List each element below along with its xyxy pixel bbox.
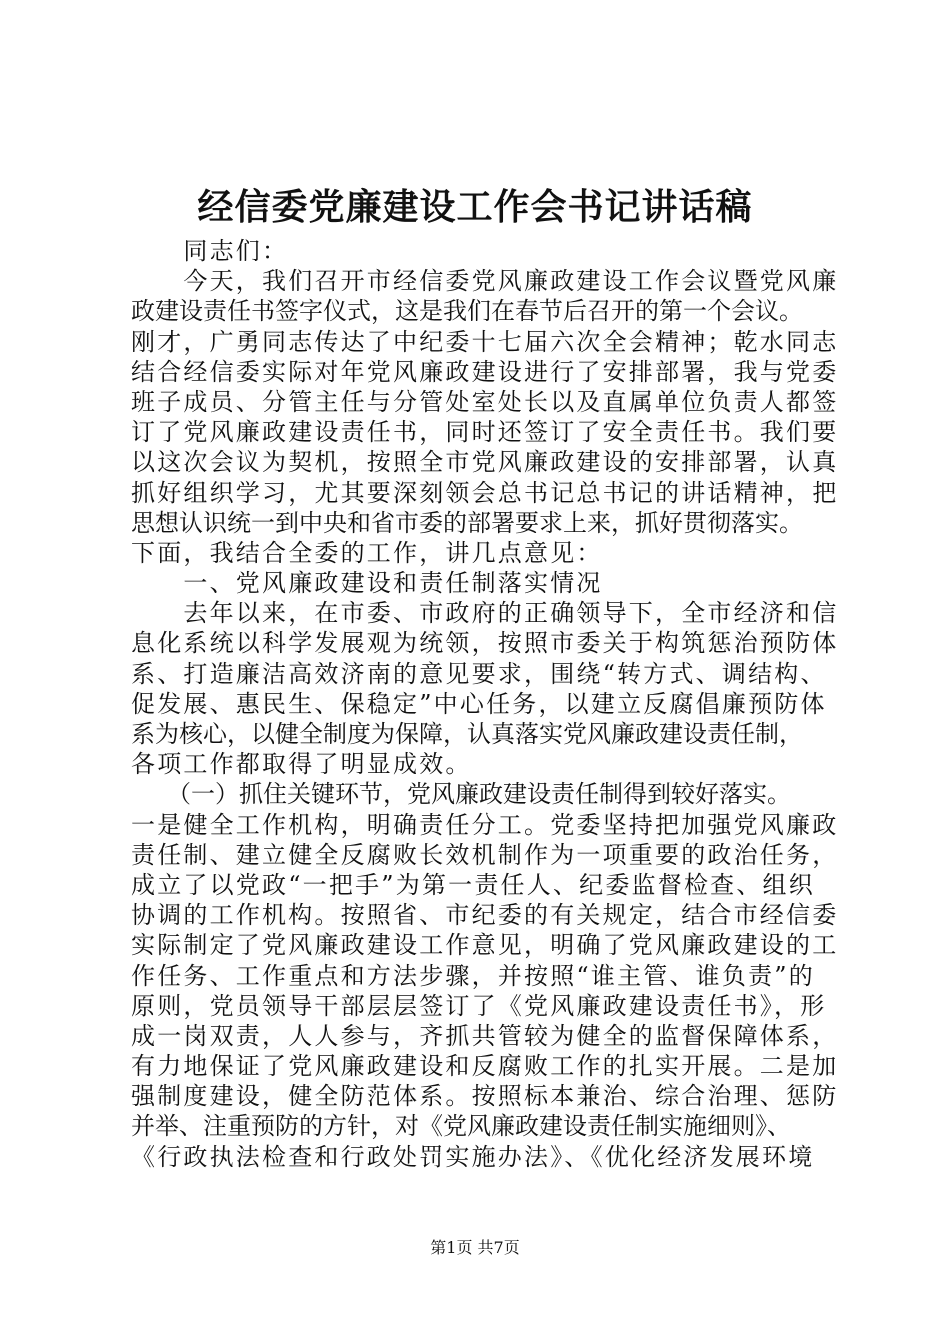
- page-number: 第1页 共7页: [430, 1238, 520, 1257]
- paragraph-line: 作任务、工作重点和方法步骤，并按照“谁主管、谁负责”的: [131, 961, 815, 990]
- paragraph-line: 系为核心，以健全制度为保障，认真落实党风廉政建设责任制，: [131, 720, 803, 748]
- paragraph-line: 强制度建设，健全防范体系。按照标本兼治、综合治理、惩防: [131, 1082, 839, 1111]
- paragraph-line: 责任制、建立健全反腐败长效机制作为一项重要的政治任务，: [131, 840, 839, 869]
- section-heading: 一、党风廉政建设和责任制落实情况: [131, 569, 603, 598]
- paragraph-line: 系、打造廉洁高效济南的意见要求，围绕“转方式、调结构、: [131, 659, 827, 688]
- paragraph-line: 下面，我结合全委的工作，讲几点意见：: [131, 538, 603, 567]
- paragraph-line: 促发展、惠民生、保稳定”中心任务，以建立反腐倡廉预防体: [131, 689, 827, 718]
- paragraph-line: 成一岗双责，人人参与，齐抓共管较为健全的监督保障体系，: [131, 1021, 839, 1050]
- paragraph-line: 协调的工作机构。按照省、市纪委的有关规定，结合市经信委: [131, 901, 839, 930]
- paragraph-line: 今天，我们召开市经信委党风廉政建设工作会议暨党风廉: [131, 267, 839, 296]
- document-title: 经信委党廉建设工作会书记讲话稿: [197, 187, 753, 228]
- paragraph-line: 去年以来，在市委、市政府的正确领导下，全市经济和信: [131, 599, 839, 628]
- paragraph-line: 政建设责任书签字仪式，这是我们在春节后召开的第一个会议。: [131, 297, 803, 326]
- paragraph-line: 息化系统以科学发展观为统领，按照市委关于构筑惩治预防体: [131, 629, 839, 658]
- paragraph-line: 《行政执法检查和行政处罚实施办法》、《优化经济发展环境: [131, 1142, 815, 1171]
- paragraph-line: 实际制定了党风廉政建设工作意见，明确了党风廉政建设的工: [131, 931, 839, 960]
- paragraph-line: 班子成员、分管主任与分管处室处长以及直属单位负责人都签: [131, 387, 839, 416]
- paragraph-line: （一）抓住关键环节，党风廉政建设责任制得到较好落实。: [131, 780, 791, 809]
- paragraph-line: 并举、注重预防的方针，对《党风廉政建设责任制实施细则》、: [131, 1112, 791, 1141]
- document-body: [131, 236, 861, 1172]
- paragraph-line: 订了党风廉政建设责任书，同时还签订了安全责任书。我们要: [131, 418, 839, 447]
- paragraph-line: 各项工作都取得了明显成效。: [131, 750, 472, 779]
- paragraph-line: 成立了以党政“一把手”为第一责任人、纪委监督检查、组织: [131, 870, 815, 899]
- paragraph-line: 同志们：: [131, 237, 289, 265]
- paragraph-line: 以这次会议为契机，按照全市党风廉政建设的安排部署，认真: [131, 448, 839, 477]
- paragraph-line: 有力地保证了党风廉政建设和反腐败工作的扎实开展。二是加: [131, 1052, 839, 1081]
- paragraph-line: 一是健全工作机构，明确责任分工。党委坚持把加强党风廉政: [131, 810, 839, 839]
- paragraph-line: 刚才，广勇同志传达了中纪委十七届六次全会精神；乾水同志: [131, 327, 839, 356]
- paragraph-line: 结合经信委实际对年党风廉政建设进行了安排部署，我与党委: [131, 357, 839, 386]
- paragraph-line: 原则，党员领导干部层层签订了《党风廉政建设责任书》，形: [131, 991, 827, 1020]
- paragraph-line: 思想认识统一到中央和省市委的部署要求上来，抓好贯彻落实。: [131, 508, 803, 537]
- paragraph-line: 抓好组织学习，尤其要深刻领会总书记总书记的讲话精神，把: [131, 478, 839, 507]
